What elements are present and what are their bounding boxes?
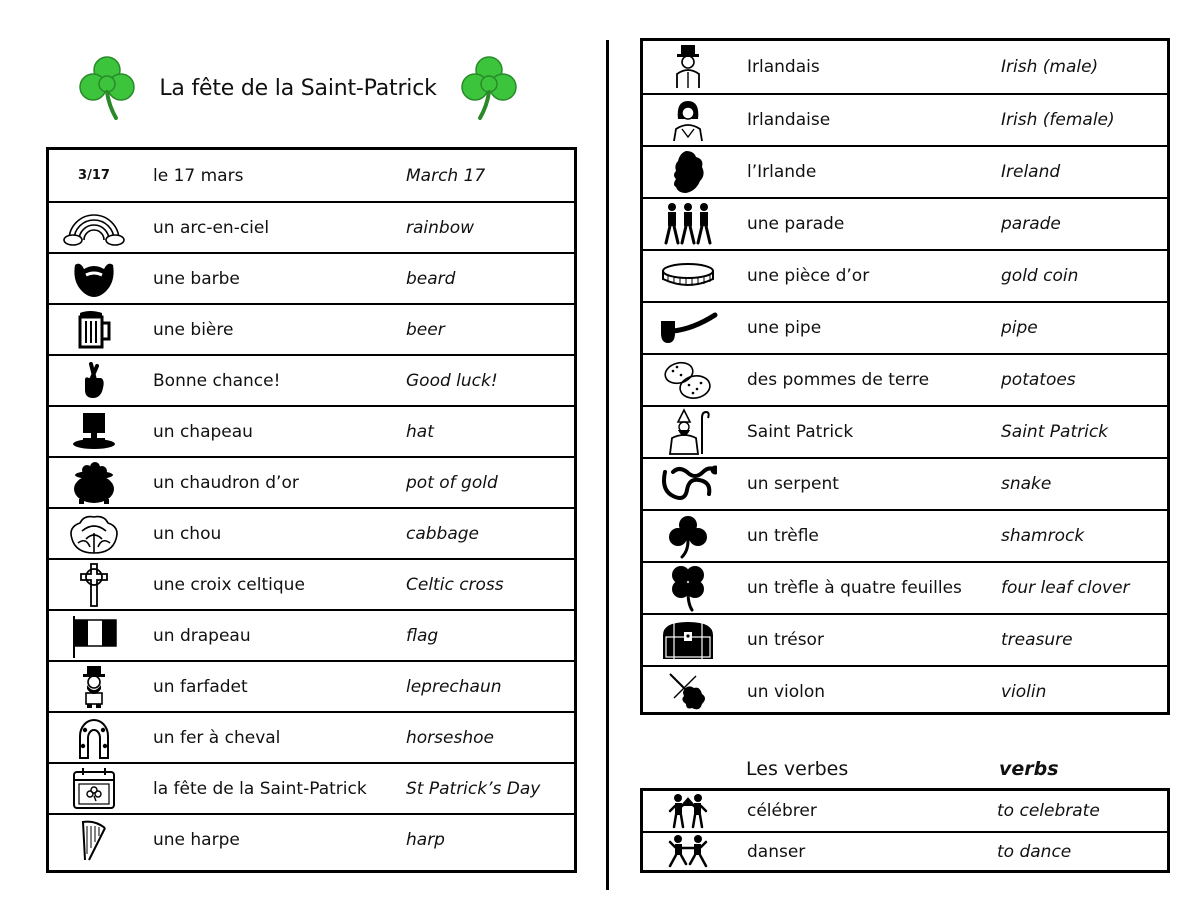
column-divider [606, 40, 609, 890]
harp-icon [53, 815, 135, 864]
shamrock-right-icon [460, 54, 518, 122]
french-word: une pipe [747, 318, 822, 338]
vocab-row [49, 405, 574, 456]
french-word: la fête de la Saint-Patrick [153, 778, 367, 799]
parade-icon [647, 199, 729, 249]
english-word: beard [406, 268, 456, 289]
pot-of-gold-icon [53, 458, 135, 507]
calendar-icon [53, 764, 135, 813]
pipe-icon [647, 303, 729, 353]
english-word: Irish (female) [1001, 110, 1115, 130]
french-word: un farfadet [153, 676, 248, 697]
french-word: une croix celtique [153, 574, 305, 595]
vocab-row [49, 252, 574, 303]
english-word: hat [406, 421, 434, 442]
vocab-row [643, 353, 1167, 405]
english-word: rainbow [406, 217, 474, 238]
french-word: une barbe [153, 268, 240, 289]
english-word: beer [406, 319, 445, 340]
french-word: célébrer [747, 801, 817, 821]
irish-woman-icon [647, 95, 729, 145]
dance-icon [647, 833, 729, 870]
flag-icon [53, 611, 135, 660]
english-word: cabbage [406, 523, 480, 544]
vocab-row [643, 665, 1167, 717]
french-word: Irlandaise [747, 110, 831, 130]
vocab-row [49, 762, 574, 813]
vocab-row [49, 813, 574, 864]
vocab-row [49, 201, 574, 252]
saint-patrick-icon [647, 407, 729, 457]
english-word: horseshoe [406, 727, 494, 748]
english-word: Ireland [1001, 162, 1061, 182]
vocab-row [49, 711, 574, 762]
french-word: des pommes de terre [747, 370, 930, 390]
vocab-row [643, 145, 1167, 197]
french-word: le 17 mars [153, 165, 244, 186]
english-word: Celtic cross [406, 574, 504, 595]
french-word: un chaudron d’or [153, 472, 299, 493]
english-word: gold coin [1001, 266, 1079, 286]
vocab-table-right [640, 38, 1170, 715]
french-word: un trèfle [747, 526, 819, 546]
french-word: une parade [747, 214, 845, 234]
treasure-chest-icon [647, 615, 729, 665]
crossed-fingers-icon [53, 356, 135, 405]
vocab-row [49, 507, 574, 558]
french-word: Saint Patrick [747, 422, 854, 442]
french-word: un fer à cheval [153, 727, 281, 748]
four-leaf-clover-icon [647, 563, 729, 613]
english-word: March 17 [406, 165, 486, 186]
english-word: Good luck! [406, 370, 498, 391]
english-word: violin [1001, 682, 1047, 702]
french-word: une harpe [153, 829, 240, 850]
french-word: un chapeau [153, 421, 253, 442]
celtic-cross-icon [53, 560, 135, 609]
beard-icon [53, 254, 135, 303]
cabbage-icon [53, 509, 135, 558]
english-word: harp [406, 829, 445, 850]
french-word: Bonne chance! [153, 370, 281, 391]
verbs-table [640, 788, 1170, 873]
english-word: pipe [1001, 318, 1038, 338]
vocab-row [643, 249, 1167, 301]
vocab-row [643, 301, 1167, 353]
french-word: danser [747, 841, 806, 862]
vocab-row [49, 456, 574, 507]
english-word: St Patrick’s Day [406, 778, 541, 799]
vocab-row [643, 405, 1167, 457]
french-word: un trésor [747, 630, 824, 650]
french-word: une bière [153, 319, 234, 340]
french-word: un arc-en-ciel [153, 217, 270, 238]
vocab-row [49, 354, 574, 405]
english-word: flag [406, 625, 439, 646]
potatoes-icon [647, 355, 729, 405]
snake-icon [647, 459, 729, 509]
vocab-row [643, 457, 1167, 509]
english-word: snake [1001, 474, 1052, 494]
verb-row [643, 831, 1167, 870]
leprechaun-icon [53, 662, 135, 711]
shamrock-left-icon [78, 54, 136, 122]
french-word: un drapeau [153, 625, 251, 646]
gold-coin-icon [647, 251, 729, 301]
vocab-table-left [46, 147, 577, 873]
french-word: un violon [747, 682, 826, 702]
english-word: leprechaun [406, 676, 502, 697]
shamrock-icon [647, 511, 729, 561]
horseshoe-icon [53, 713, 135, 762]
date-icon: 3/17 [78, 168, 110, 183]
vocab-row [643, 561, 1167, 613]
vocab-row [643, 93, 1167, 145]
english-word: parade [1001, 214, 1061, 234]
title-area [78, 52, 518, 124]
violin-icon [647, 667, 729, 717]
page-title: La fête de la Saint-Patrick [159, 75, 437, 101]
vocab-row [49, 303, 574, 354]
french-word: un chou [153, 523, 222, 544]
english-word: potatoes [1001, 370, 1076, 390]
vocab-row [49, 660, 574, 711]
french-word: une pièce d’or [747, 266, 870, 286]
english-word: shamrock [1001, 526, 1085, 546]
english-word: pot of gold [406, 472, 498, 493]
french-word: l’Irlande [747, 162, 817, 182]
verbs-header-french: Les verbes [746, 758, 849, 780]
top-hat-icon [53, 407, 135, 456]
vocab-row [49, 558, 574, 609]
rainbow-icon [53, 203, 135, 252]
french-word: un serpent [747, 474, 839, 494]
english-word: Irish (male) [1001, 57, 1099, 77]
vocab-row [643, 613, 1167, 665]
english-word: to dance [997, 841, 1072, 862]
celebrate-icon [647, 791, 729, 831]
verb-row [643, 791, 1167, 831]
english-word: treasure [1001, 630, 1073, 650]
vocab-row [49, 150, 574, 201]
beer-mug-icon [53, 305, 135, 354]
french-word: Irlandais [747, 57, 820, 77]
english-word: Saint Patrick [1001, 422, 1109, 442]
vocab-row [643, 41, 1167, 93]
verbs-header-english: verbs [999, 758, 1059, 780]
irish-man-icon [647, 41, 729, 93]
english-word: to celebrate [997, 801, 1100, 821]
french-word: un trèfle à quatre feuilles [747, 578, 962, 598]
vocab-row [643, 197, 1167, 249]
vocab-row [643, 509, 1167, 561]
ireland-map-icon [647, 147, 729, 197]
english-word: four leaf clover [1001, 578, 1130, 598]
vocab-row [49, 609, 574, 660]
